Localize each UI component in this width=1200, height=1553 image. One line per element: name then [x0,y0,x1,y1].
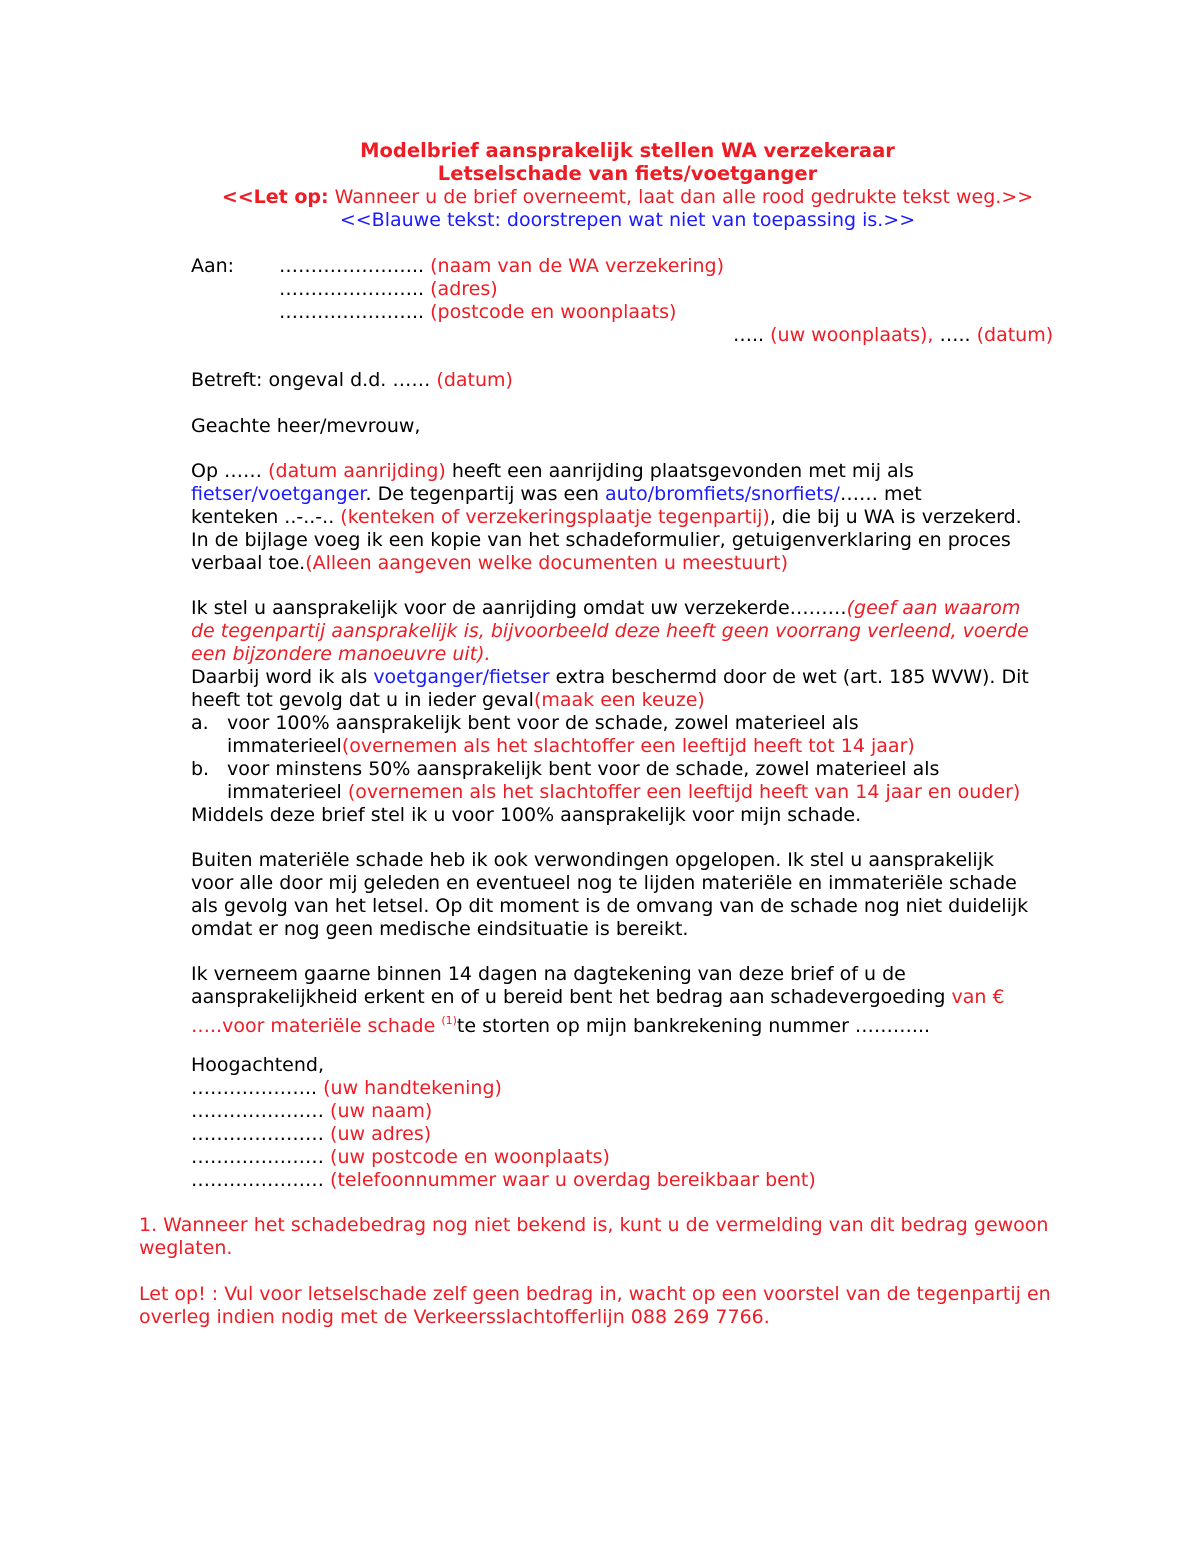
footnote-reference: (1) [441,1014,457,1027]
option-b-line-1: voor minstens 50% aansprakelijk bent voor de schade, zowel materieel als [227,758,940,780]
subject-line: Betreft: ongeval d.d. …… (datum) [191,369,513,391]
p1-line-5: verbaal toe.(Alleen aangeven welke documenten u meestuurt) [191,552,789,574]
option-a-line-2: immaterieel(overnemen als het slachtoffer een leeftijd heeft tot 14 jaar) [227,735,915,757]
p1-line-4: In de bijlage voeg ik een kopie van het schadeformulier, getuigenverklaring en proces [191,529,1011,551]
address-line-2: ………………….. (adres) [279,278,498,300]
p2-line-1: Ik stel u aansprakelijk voor de aanrijding omdat uw verzekerde………(geef aan waarom [191,597,1021,619]
name-line: ………………… (uw naam) [191,1100,433,1122]
p2-line-4: Daarbij word ik als voetganger/fietser extra beschermd door de wet (art. 185 WVW). Dit [191,666,1029,688]
p1-line-3: kenteken ..-..-.. (kenteken of verzekeringsplaatje tegenpartij), die bij u WA is verzekerd. [191,506,1022,528]
postal-line: ………………… (uw postcode en woonplaats) [191,1146,610,1168]
p4-line-2: aansprakelijkheid erkent en of u bereid bent het bedrag aan schadevergoeding van € [191,986,1005,1008]
p1-line-2: fietser/voetganger. De tegenpartij was een auto/bromfiets/snorfiets/…… met [191,483,922,505]
option-a-line-1: voor 100% aansprakelijk bent voor de schade, zowel materieel als [227,712,859,734]
phone-line: ………………… (telefoonnummer waar u overdag bereikbaar bent) [191,1169,816,1191]
place-date-line: ….. (uw woonplaats), ….. (datum) [733,324,1054,346]
document-subtitle: Letselschade van fiets/voetganger [437,162,818,185]
p2-line-5: heeft tot gevolg dat u in ieder geval(maak een keuze) [191,689,705,711]
footnote-line-1: 1. Wanneer het schadebedrag nog niet bekend is, kunt u de vermelding van dit bedrag gewoon [139,1214,1049,1236]
address-line: ………………… (uw adres) [191,1123,432,1145]
p2-line-2: de tegenpartij aansprakelijk is, bijvoorbeeld deze heeft geen voorrang verleend, voerde [191,620,1029,642]
p4-line-3: …..voor materiële schade $^{(1)}$te storten op mijn bankrekening nummer ………... [191,1014,931,1037]
blue-note: <<Blauwe tekst: doorstrepen wat niet van toepassing is.>> [339,209,916,231]
p3-line-4: omdat er nog geen medische eindsituatie is bereikt. [191,918,689,940]
p2-line-3: een bijzondere manoeuvre uit). [191,643,491,665]
p1-line-1: Op …… (datum aanrijding) heeft een aanrijding plaatsgevonden met mij als [191,460,914,482]
signature-line: ……………….. (uw handtekening) [191,1077,502,1099]
option-a-label: a. [191,712,209,734]
address-label: Aan: [191,255,235,277]
p2-closing: Middels deze brief stel ik u voor 100% aansprakelijk voor mijn schade. [191,804,862,826]
document-title: Modelbrief aansprakelijk stellen WA verzekeraar [360,139,895,162]
footnote-line-2: weglaten. [139,1237,233,1259]
red-note: <<Let op: Wanneer u de brief overneemt, laat dan alle rood gedrukte tekst weg.>> [221,186,1034,208]
address-line-1: ………………….. (naam van de WA verzekering) [279,255,724,277]
p3-line-1: Buiten materiële schade heb ik ook verwondingen opgelopen. Ik stel u aansprakelijk [191,849,994,871]
p3-line-2: voor alle door mij geleden en eventueel nog te lijden materiële en immateriële schade [191,872,1017,894]
p3-line-3: als gevolg van het letsel. Op dit moment is de omvang van de schade nog niet duidelijk [191,895,1029,917]
p4-line-1: Ik verneem gaarne binnen 14 dagen na dagtekening van deze brief of u de [191,963,906,985]
salutation: Geachte heer/mevrouw, [191,415,421,437]
note-line-1: Let op! : Vul voor letselschade zelf geen bedrag in, wacht op een voorstel van de tegenpartij en [139,1283,1051,1305]
option-b-label: b. [191,758,210,780]
address-line-3: ………………….. (postcode en woonplaats) [279,301,677,323]
option-b-line-2: immaterieel (overnemen als het slachtoffer een leeftijd heeft van 14 jaar en ouder) [227,781,1021,803]
greeting: Hoogachtend, [191,1054,325,1076]
note-line-2: overleg indien nodig met de Verkeersslachtofferlijn 088 269 7766. [139,1306,770,1328]
